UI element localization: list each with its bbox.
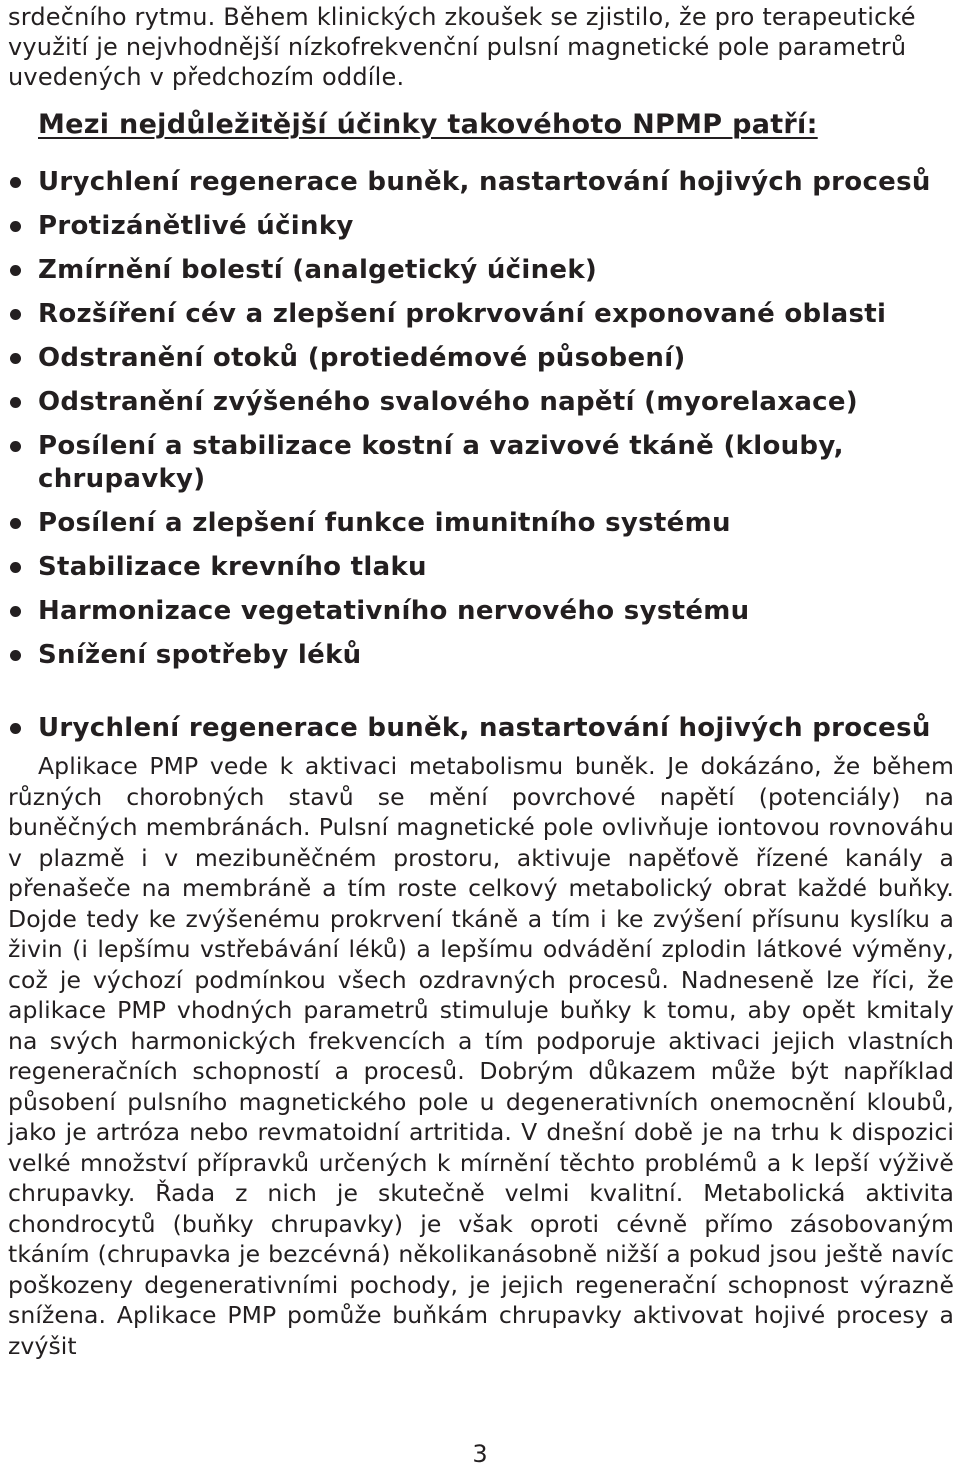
list-item-text: Posílení a stabilizace kostní a vazivové tkáně (klouby, chrupavky) — [38, 431, 844, 494]
section-body-paragraph: Aplikace PMP vede k aktivaci metabolismu buněk. Je dokázáno, že během různých chorobných stavů se mění povrchové napětí (potenciály) na buněčných membránách. Pulsní magnetické pole ovlivňuje iontovou rovnováhu v plazmě i v mezibuněčném prostoru, aktivuje napěťově řízené kanály a přenašeče na membráně a tím roste celkový metabolický obrat každé buňky. Dojde tedy ke zvýšenému prokrvení tkáně a tím i ke zvýšení přísunu kyslíku a živin (i lepšímu vstřebávání léků) a lepšímu odvádění zplodin látkové výměny, což je výchozí podmínkou všech ozdravných procesů. Nadneseně lze říci, že aplikace PMP vhodných parametrů stimuluje buňky k tomu, aby opět kmitaly na svých harmonických frekvencích a tím podporuje aktivaci jejich vlastních regeneračních schopností a procesů. Dobrým důkazem může být například působení pulsního magnetického pole u degenerativních onemocnění kloubů, jako je artróza nebo revmatoidní artritida. V dnešní době je na trhu k dispozici velké množství přípravků určených k mírnění těchto problémů a k lepší výživě chrupavky. Řada z nich je skutečně velmi kvalitní. Metabolická aktivita chondrocytů (buňky chrupavky) je však oproti cévně přímo zásobovaným tkáním (chrupavka je bezcévná) několikanásobně nižší a pokud jsou ještě navíc poškozeny degenerativními pochody, je jejich regenerační schopnost výrazně snížena. Aplikace PMP pomůže buňkám chrupavky aktivovat hojivé procesy a zvýšit — [8, 752, 954, 1360]
list-item-text: Rozšíření cév a zlepšení prokrvování exponované oblasti — [38, 299, 887, 329]
regeneration-section — [8, 712, 954, 1361]
effects-list — [8, 166, 954, 672]
list-item-text: Zmírnění bolestí (analgetický účinek) — [38, 255, 598, 285]
bullet-icon — [10, 309, 21, 320]
list-item-text: Posílení a zlepšení funkce imunitního systému — [38, 508, 731, 538]
bullet-icon — [10, 397, 21, 408]
intro-paragraph: srdečního rytmu. Během klinických zkoušek se zjistilo, že pro terapeutické využití je nejvhodnější nízkofrekvenční pulsní magnetické pole parametrů uvedených v předchozím oddíle. — [8, 3, 916, 91]
effects-heading-text: Mezi nejdůležitější účinky takovéhoto NPMP patří: — [38, 109, 818, 140]
bullet-icon — [10, 518, 21, 529]
list-item — [8, 166, 954, 199]
list-item-text: Stabilizace krevního tlaku — [38, 552, 427, 582]
list-item — [8, 551, 954, 584]
bullet-icon — [10, 353, 21, 364]
list-item — [8, 386, 954, 419]
bullet-icon — [10, 650, 21, 661]
list-item — [8, 507, 954, 540]
section-title-text: Urychlení regenerace buněk, nastartování hojivých procesů — [38, 713, 931, 743]
list-item — [8, 298, 954, 331]
page-number: 3 — [472, 1440, 488, 1468]
list-item — [8, 254, 954, 287]
list-item-text: Odstranění zvýšeného svalového napětí (myorelaxace) — [38, 387, 858, 417]
effects-heading — [38, 108, 954, 142]
section-title — [8, 712, 954, 745]
bullet-icon — [10, 441, 21, 452]
bullet-icon — [10, 221, 21, 232]
list-item — [8, 430, 954, 496]
bullet-icon — [10, 265, 21, 276]
list-item-text: Harmonizace vegetativního nervového systému — [38, 596, 750, 626]
bullet-icon — [10, 177, 21, 188]
list-item-text: Urychlení regenerace buněk, nastartování hojivých procesů — [38, 167, 931, 197]
list-item — [8, 210, 954, 243]
list-item-text: Odstranění otoků (protiedémové působení) — [38, 343, 686, 373]
list-item-text: Protizánětlivé účinky — [38, 211, 354, 241]
bullet-icon — [10, 606, 21, 617]
list-item — [8, 342, 954, 375]
bullet-icon — [10, 723, 21, 734]
document-page — [8, 0, 954, 1361]
list-item — [8, 595, 954, 628]
list-item — [8, 639, 954, 672]
list-item-text: Snížení spotřeby léků — [38, 640, 362, 670]
bullet-icon — [10, 562, 21, 573]
